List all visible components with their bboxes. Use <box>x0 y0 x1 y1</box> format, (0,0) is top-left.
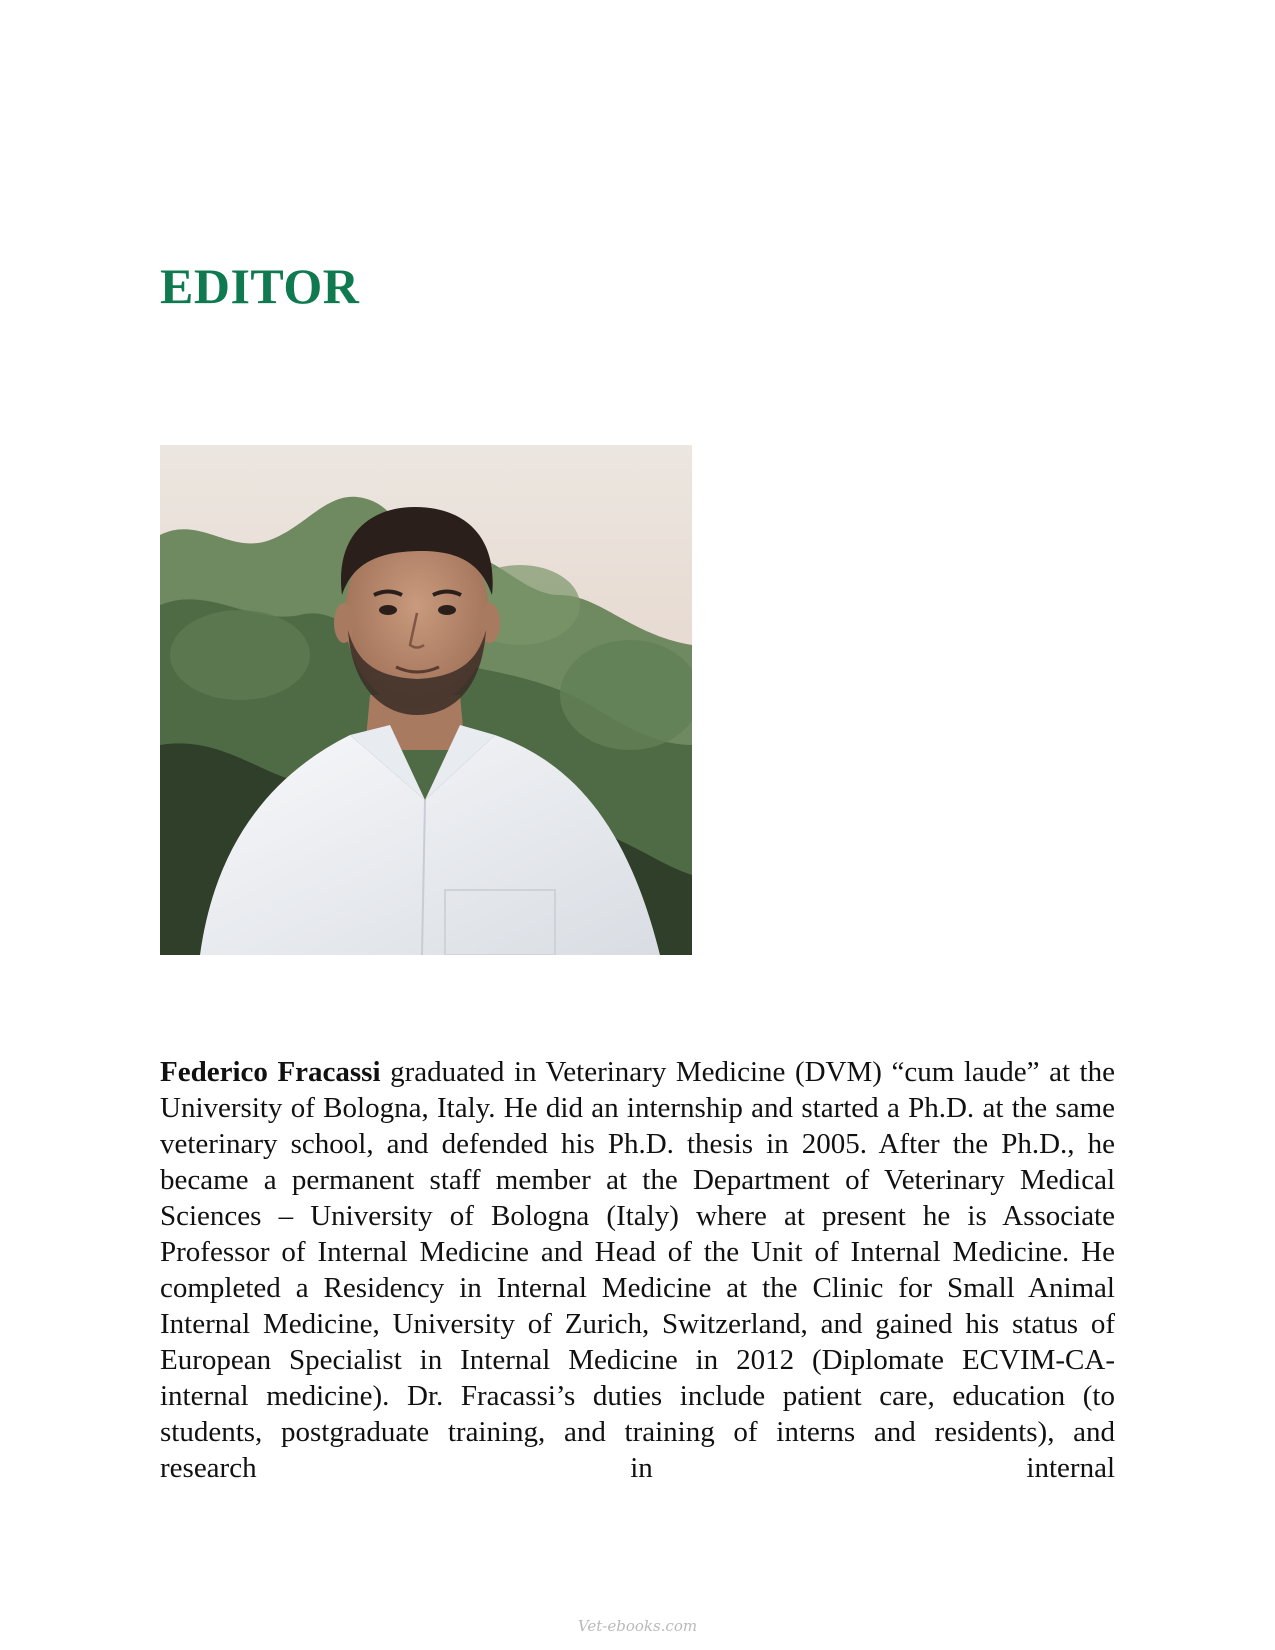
page-title: EDITOR <box>160 258 360 314</box>
editor-portrait-photo <box>160 445 692 955</box>
biography-text: graduated in Veterinary Medicine (DVM) “cum laude” at the University of Bologna, Italy. He did an internship and started a Ph.D. at the same veterinary school, and defended his Ph.D. thesis in 2005. After the Ph.D., he became a permanent staff member at the Department of Veterinary Medical Sciences – University of Bologna (Italy) where at present he is Associate Professor of Internal Medicine and Head of the Unit of Internal Medicine. He completed a Residency in Internal Medicine at the Clinic for Small Animal Internal Medicine, University of Zurich, Switzerland, and gained his status of European Specialist in Internal Medicine in 2012 (Diplomate ECVIM-CA-internal medicine). Dr. Fracassi’s duties include patient care, education (to students, postgraduate training, and training of interns and residents), and research in internal <box>160 1056 1115 1484</box>
editor-biography <box>160 1054 1115 1486</box>
watermark: Vet-ebooks.com <box>577 1617 698 1635</box>
editor-name: Federico Fracassi <box>160 1056 381 1088</box>
